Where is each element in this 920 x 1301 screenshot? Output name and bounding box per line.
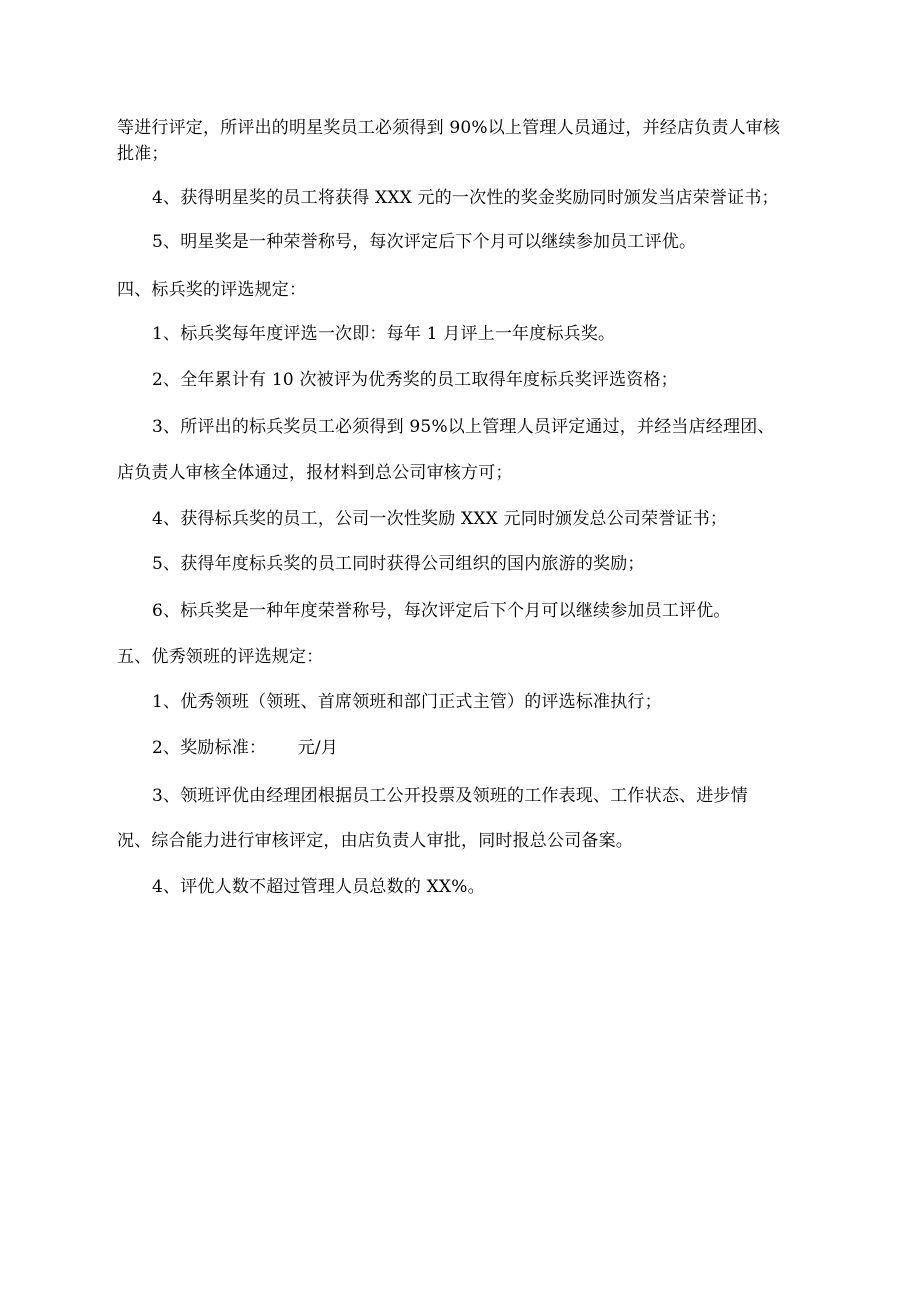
section-heading: 五、优秀领班的评选规定： [117, 647, 324, 667]
list-item: 5、获得年度标兵奖的员工同时获得公司组织的国内旅游的奖励； [152, 554, 645, 574]
list-item: 4、评优人数不超过管理人员总数的 XX%。 [152, 877, 485, 897]
section-heading: 四、标兵奖的评选规定： [117, 280, 307, 300]
paragraph-line: 等进行评定，所评出的明星奖员工必须得到 90%以上管理人员通过，并经店负责人审核 [117, 118, 781, 138]
list-item: 5、明星奖是一种荣誉称号，每次评定后下个月可以继续参加员工评优。 [152, 232, 697, 252]
list-item: 1、优秀领班（领班、首席领班和部门正式主管）的评选标准执行； [152, 692, 662, 712]
list-item: 4、获得明星奖的员工将获得 XXX 元的一次性的奖金奖励同时颁发当店荣誉证书； [152, 188, 779, 208]
list-item: 3、所评出的标兵奖员工必须得到 95%以上管理人员评定通过，并经当店经理团、 [152, 417, 775, 437]
list-item: 4、获得标兵奖的员工，公司一次性奖励 XXX 元同时颁发总公司荣誉证书； [152, 509, 728, 529]
list-item: 6、标兵奖是一种年度荣誉称号，每次评定后下个月可以继续参加员工评优。 [152, 601, 731, 621]
paragraph-line: 店负责人审核全体通过，报材料到总公司审核方可； [117, 463, 513, 483]
paragraph-line: 批准； [117, 144, 169, 164]
list-item: 1、标兵奖每年度评选一次即：每年 1 月评上一年度标兵奖。 [152, 324, 616, 344]
paragraph-line: 况、综合能力进行审核评定，由店负责人审批，同时报总公司备案。 [117, 831, 633, 851]
list-item: 2、全年累计有 10 次被评为优秀奖的员工取得年度标兵奖评选资格； [152, 370, 678, 390]
list-item: 3、领班评优由经理团根据员工公开投票及领班的工作表现、工作状态、进步情 [152, 786, 748, 806]
list-item: 2、奖励标准： 元/月 [152, 738, 339, 758]
